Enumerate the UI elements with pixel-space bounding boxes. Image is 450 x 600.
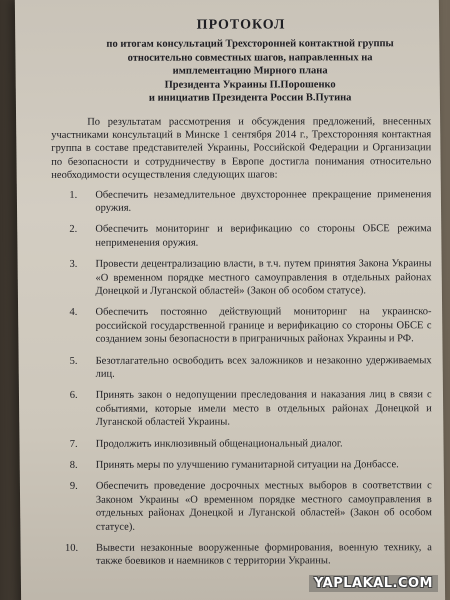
item-text: Обеспечить постоянно действующий мониторинг на украинско-российской государственной границе и верификацию со стороны ОБСЕ с созданием зоны безопасности в приграничных районах Украины и РФ. <box>95 306 432 345</box>
subtitle-line: Президента Украины П.Порошенко <box>164 78 336 91</box>
item-number: 2. <box>69 224 78 236</box>
list-item <box>52 306 432 347</box>
document-subtitle <box>51 37 431 105</box>
list-item <box>51 257 431 298</box>
paper-sheet <box>15 0 445 600</box>
item-text: Принять закон о недопущении преследования и наказания лиц в связи с событиями, которые имели место в отдельных районах Донецкой и Луганской областей Украины. <box>95 389 432 428</box>
item-number: 8. <box>69 459 78 471</box>
list-item <box>52 458 432 472</box>
item-text: Безотлагательно освободить всех заложников и незаконно удерживаемых лиц. <box>95 354 432 380</box>
item-text: Продолжить инклюзивный общенациональный диалог. <box>95 437 343 450</box>
subtitle-line: имплементацию Мирного плана <box>172 65 328 77</box>
item-number: 7. <box>69 438 78 450</box>
item-number: 3. <box>69 258 78 270</box>
subtitle-line: и инициатив Президента России В.Путина <box>148 92 352 104</box>
item-text: Обеспечить проведение досрочных местных выборов в соответствии с Законом Украины «О временном порядке местного самоуправления в отдельных районах Донецкой и Луганской областей» (Закон об особом статусе). <box>95 480 432 533</box>
item-number: 9. <box>69 481 78 493</box>
subtitle-line: относительно совместных шагов, направленных на <box>127 51 373 64</box>
item-number: 5. <box>69 355 78 367</box>
document-content <box>51 17 432 577</box>
document-title: ПРОТОКОЛ <box>196 17 286 33</box>
item-text: Принять меры по улучшению гуманитарной ситуации на Донбассе. <box>95 459 399 471</box>
item-number: 6. <box>69 390 78 402</box>
list-item <box>52 541 432 568</box>
item-number: 4. <box>69 307 78 319</box>
list-item <box>52 354 432 381</box>
list-item <box>52 437 432 451</box>
list-item <box>51 188 431 215</box>
item-number: 1. <box>69 189 78 201</box>
item-text: Провести децентрализацию власти, в т.ч. путем принятия Закона Украины «О временном порядке местного самоуправления в отдельных районах Донецкой и Луганской областей» (Закон об особом статусе). <box>95 258 432 297</box>
intro-paragraph: По результатам рассмотрения и обсуждения предложений, внесенных участниками консультаций в Минске 1 сентября 2014 г., Трехсторонняя контактная группа в составе представителей Украины, Российской Федерации и Организации по безопасности и сотрудничеству в Европе достигла понимания относительно необходимости осуществления следующих шагов: <box>51 115 432 181</box>
watermark: YAPLAKAL.COM <box>309 575 438 592</box>
item-text: Обеспечить мониторинг и верификацию со стороны ОБСЕ режима неприменения оружия. <box>95 223 432 249</box>
list-item <box>52 480 432 534</box>
item-text: Обеспечить незамедлительное двухстороннее прекращение применения оружия. <box>95 188 432 214</box>
list-item <box>52 389 432 430</box>
subtitle-line: по итогам консультаций Трехсторонней контактной группы <box>106 38 394 50</box>
list-item <box>51 223 431 250</box>
item-number: 10. <box>64 542 79 554</box>
steps-list <box>51 188 432 569</box>
item-text: Вывести незаконные вооруженные формирования, военную технику, а также боевиков и наемников с территории Украины. <box>95 542 432 568</box>
